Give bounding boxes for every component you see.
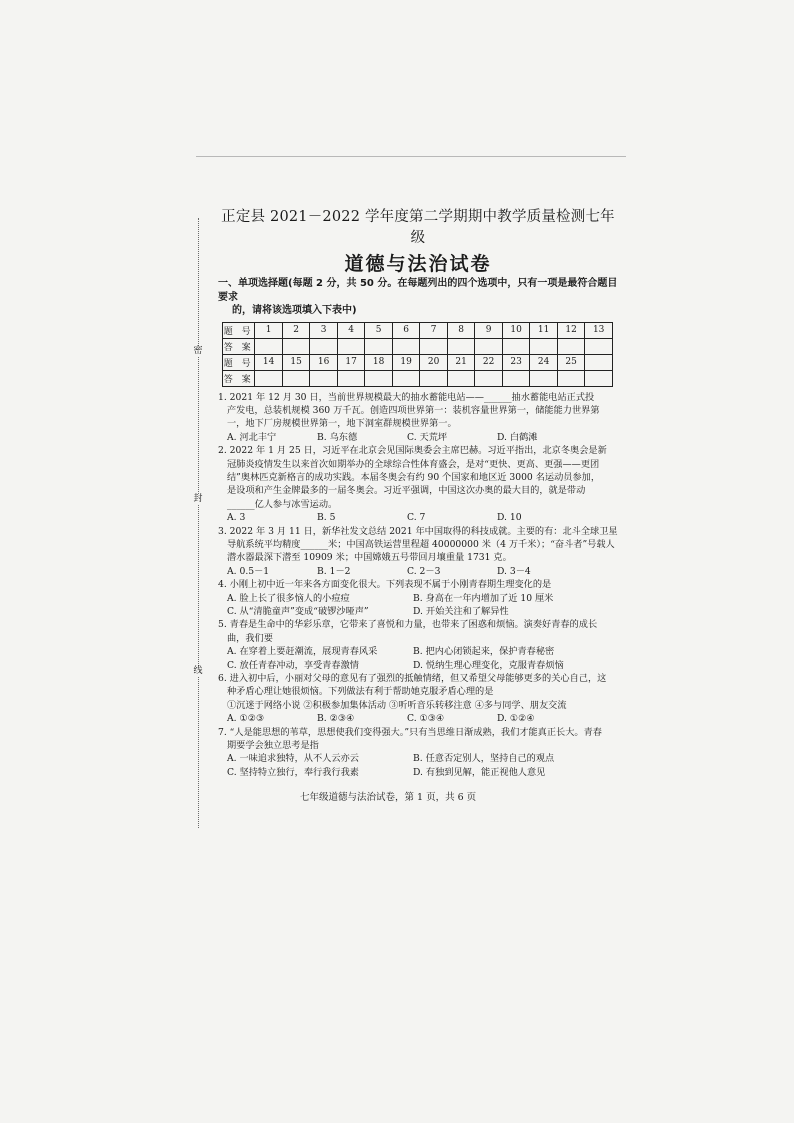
option-a: A. 3 — [227, 512, 246, 524]
option-group — [218, 431, 618, 444]
question-number: 2 — [282, 322, 310, 338]
exam-title: 正定县 2021－2022 学年度第二学期期中教学质量检测七年级 — [221, 209, 615, 246]
exam-subject: 道德与法治试卷 — [344, 253, 492, 275]
option-c: C. 坚持特立独行，奉行我行我素 — [227, 766, 359, 778]
option-b: B. 任意否定别人，坚持自己的观点 — [413, 753, 555, 765]
option-d: D. 10 — [497, 512, 522, 524]
question-1 — [218, 391, 618, 445]
answer-cell[interactable] — [310, 370, 338, 386]
question-stem-line: 期要学会独立思考是指 — [227, 740, 319, 752]
question-number: 21 — [447, 354, 475, 370]
answer-cell[interactable] — [530, 338, 558, 354]
answer-cell[interactable] — [557, 370, 585, 386]
option-b: B. 把内心闭锁起来，保护青春秘密 — [413, 646, 555, 658]
question-5 — [218, 618, 618, 672]
question-stem-line: 2. 2022 年 1 月 25 日，习近平在北京会见国际奥委会主席巴赫。习近平指出，北京冬奥会是新 — [218, 445, 607, 457]
answer-cell[interactable] — [337, 338, 365, 354]
question-number — [585, 354, 613, 370]
question-stem-line: 7. “人是能思想的苇草，思想使我们变得强大。”只有当思维日渐成熟，我们才能真正长大。青春 — [218, 726, 602, 738]
question-stem-line: 产发电，总装机规模 360 万千瓦。创造四项世界第一：装机容量世界第一，储能能力世界第 — [227, 404, 600, 416]
option-d: D. 开始关注和了解异性 — [413, 606, 509, 617]
option-c: C. 7 — [407, 512, 426, 524]
option-c: C. ①③④ — [407, 713, 445, 725]
answer-cell[interactable] — [447, 370, 475, 386]
question-number: 17 — [337, 354, 365, 370]
option-a: A. 0.5－1 — [227, 565, 270, 577]
option-b: B. 乌东德 — [317, 431, 358, 443]
answer-cell[interactable] — [420, 370, 448, 386]
option-c: C. 天荒坪 — [407, 431, 448, 443]
option-c: C. 从“清脆童声”变成“破锣沙哑声” — [227, 606, 369, 617]
option-group — [218, 592, 618, 619]
question-stem-line: 3. 2022 年 3 月 11 日，新华社发文总结 2021 年中国取得的科技成就。主要的有：北斗全球卫星 — [218, 525, 618, 537]
question-number: 3 — [310, 322, 338, 338]
question-stem-line: 结”奥林匹克新格言的成功实践。本届冬奥会有约 90 个国家和地区近 3000 名运动员参加， — [227, 471, 601, 483]
option-group — [218, 511, 618, 524]
option-b: B. 5 — [317, 512, 336, 524]
answer-cell[interactable] — [282, 338, 310, 354]
exam-page — [218, 205, 618, 779]
question-number: 12 — [557, 322, 585, 338]
question-number: 7 — [420, 322, 448, 338]
question-list — [218, 391, 618, 780]
page-footer: 七年级道德与法治试卷，第 1 页，共 6 页 — [300, 792, 477, 803]
question-stem-line: 4. 小刚上初中近一年来各方面变化很大。下列表现不属于小刚青春期生理变化的是 — [218, 579, 552, 591]
binding-label-mi: 密 — [191, 346, 205, 356]
question-number: 9 — [475, 322, 503, 338]
option-b: B. 身高在一年内增加了近 10 厘米 — [413, 592, 554, 604]
question-stem-line: 种矛盾心理让她很烦恼。下列做法有利于帮助她克服矛盾心理的是 — [227, 686, 494, 698]
binding-label-feng: 封 — [191, 494, 205, 504]
answer-cell[interactable] — [530, 370, 558, 386]
question-stem-line: ①沉迷于网络小说 ②积极参加集体活动 ③听听音乐转移注意 ④多与同学、朋友交流 — [227, 699, 567, 711]
answer-cell[interactable] — [502, 338, 530, 354]
answer-cell[interactable] — [475, 370, 503, 386]
question-number: 10 — [502, 322, 530, 338]
table-row — [223, 354, 613, 370]
question-2 — [218, 444, 618, 524]
answer-cell[interactable] — [420, 338, 448, 354]
table-row — [223, 370, 613, 386]
answer-cell[interactable] — [365, 370, 393, 386]
question-number: 18 — [365, 354, 393, 370]
question-stem-line: 5. 青春是生命中的华彩乐章，它带来了喜悦和力量，也带来了困惑和烦恼。演奏好青春的成长 — [218, 619, 598, 631]
question-7 — [218, 726, 618, 780]
question-number: 19 — [392, 354, 420, 370]
question-stem-line: 1. 2021 年 12 月 30 日，当前世界规模最大的抽水蓄能电站——______抽水蓄能电站正式投 — [218, 391, 595, 403]
option-c: C. 放任青春冲动，享受青春激情 — [227, 659, 359, 671]
answer-cell[interactable] — [255, 338, 283, 354]
answer-cell[interactable] — [502, 370, 530, 386]
question-number: 22 — [475, 354, 503, 370]
question-stem-line: 导航系统平均精度______米；中国高铁运营里程超 40000000 米（4 万千米）；“奋斗者”号载人 — [227, 538, 615, 550]
question-stem-line: 一，地下厂房规模世界第一，地下洞室群规模世界第一。 — [227, 418, 457, 430]
question-stem-line: 曲，我们要 — [227, 632, 273, 644]
option-group — [218, 712, 618, 725]
question-number: 1 — [255, 322, 283, 338]
answer-table — [222, 322, 613, 387]
section-heading — [218, 277, 618, 318]
option-a: A. 在穿着上要赶潮流，展现青春风采 — [227, 646, 378, 658]
question-stem-line: 是设项和产生金牌最多的一届冬奥会。习近平强调，中国这次办奥的最大目的，就是带动 — [227, 485, 586, 497]
question-number: 24 — [530, 354, 558, 370]
answer-cell[interactable] — [447, 338, 475, 354]
option-group — [218, 645, 618, 672]
row-label: 答 案 — [223, 338, 255, 354]
question-stem-line: 潜水器最深下潜至 10909 米；中国嫦娥五号带回月壤重量 1731 克。 — [227, 552, 512, 564]
answer-cell[interactable] — [392, 338, 420, 354]
question-number: 15 — [282, 354, 310, 370]
row-label: 题 号 — [223, 354, 255, 370]
question-number: 6 — [392, 322, 420, 338]
option-d: D. 3－4 — [497, 565, 531, 577]
top-rule — [196, 156, 626, 157]
option-b: B. ②③④ — [317, 713, 355, 725]
question-number: 16 — [310, 354, 338, 370]
answer-cell[interactable] — [255, 370, 283, 386]
question-4 — [218, 578, 618, 618]
answer-cell[interactable] — [585, 338, 613, 354]
row-label: 题 号 — [223, 322, 255, 338]
answer-cell[interactable] — [557, 338, 585, 354]
answer-cell[interactable] — [585, 370, 613, 386]
option-a: A. ①②③ — [227, 713, 265, 725]
option-d: D. 有独到见解，能正视他人意见 — [413, 766, 546, 778]
option-b: B. 1－2 — [317, 565, 351, 577]
question-number: 14 — [255, 354, 283, 370]
question-number: 11 — [530, 322, 558, 338]
binding-dotted-line — [198, 218, 199, 828]
option-group — [218, 752, 618, 779]
answer-cell[interactable] — [475, 338, 503, 354]
option-a: A. 一味追求独特，从不人云亦云 — [227, 753, 359, 765]
option-a: A. 脸上长了很多恼人的小痘痘 — [227, 592, 350, 604]
option-a: A. 河北丰宁 — [227, 431, 277, 443]
question-number: 23 — [502, 354, 530, 370]
answer-cell[interactable] — [310, 338, 338, 354]
question-number: 20 — [420, 354, 448, 370]
binding-label-xian: 线 — [191, 666, 205, 676]
question-stem-line: 6. 进入初中后，小丽对父母的意见有了强烈的抵触情绪，但又希望父母能够更多的关心自己，这 — [218, 673, 607, 685]
question-stem-line: 冠肺炎疫情发生以来首次如期举办的全球综合性体育盛会，是对“更快、更高、更强——更团 — [227, 458, 600, 470]
row-label: 答 案 — [223, 370, 255, 386]
option-d: D. 悦纳生理心理变化，克服青春烦恼 — [413, 659, 564, 671]
table-row — [223, 322, 613, 338]
option-d: D. ①②④ — [497, 713, 535, 725]
answer-cell[interactable] — [282, 370, 310, 386]
question-number: 13 — [585, 322, 613, 338]
option-c: C. 2－3 — [407, 565, 441, 577]
question-number: 4 — [337, 322, 365, 338]
option-group — [218, 565, 618, 578]
question-stem-line: ______亿人参与冰雪运动。 — [227, 498, 338, 510]
question-number: 25 — [557, 354, 585, 370]
section-heading-line1: 一、单项选择题(每题 2 分，共 50 分。在每题列出的四个选项中，只有一项是最符合题目要求 — [218, 278, 618, 303]
question-number: 8 — [447, 322, 475, 338]
answer-cell[interactable] — [365, 338, 393, 354]
option-d: D. 白鹤滩 — [497, 431, 538, 443]
table-row — [223, 338, 613, 354]
question-6 — [218, 672, 618, 726]
binding-line — [193, 218, 205, 828]
answer-cell[interactable] — [392, 370, 420, 386]
answer-cell[interactable] — [337, 370, 365, 386]
section-heading-line2: 的，请将该选项填入下表中) — [232, 305, 357, 316]
question-3 — [218, 525, 618, 579]
question-number: 5 — [365, 322, 393, 338]
